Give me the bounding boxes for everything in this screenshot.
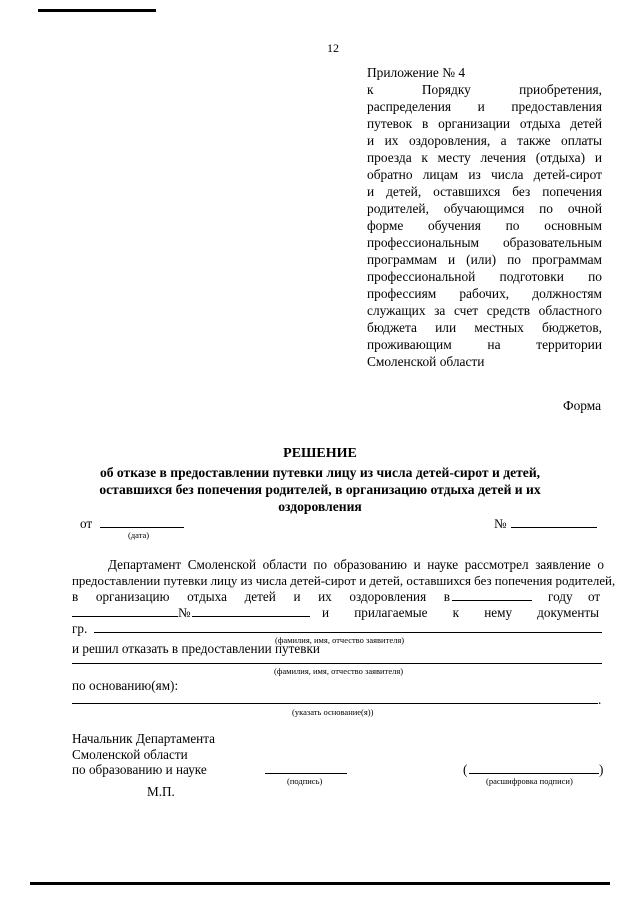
appendix-line: Приложение № 4 [367,65,466,80]
seal-label: М.П. [147,784,175,799]
body-line-3-word: в [443,589,450,604]
applicant-caption: (фамилия, имя, отчество заявителя) [275,635,405,645]
body-line-3-word: в [72,589,79,604]
basis-trailing-dot: . [598,692,602,707]
attached-docs-words [322,605,599,621]
attached-docs-word: и [322,605,330,620]
applicant-caption-2: (фамилия, имя, отчество заявителя) [274,666,404,676]
scan-top-bar [38,9,156,12]
refuse-text: и решил отказать в предоставлении путевки [72,641,320,656]
decode-caption: (расшифровка подписи) [486,776,573,786]
basis-field[interactable] [72,703,598,704]
body-line-3-word: детей [244,589,276,604]
number-label: № [494,516,507,531]
decision-subtitle-line-1: об отказе в предоставлении путевки лицу из числа детей-сирот и детей, [99,465,541,480]
appendix-line: и детей, оставшихся без попечения [367,184,602,199]
appendix-line: распределения и предоставления [367,99,602,114]
appendix-line: форме обучения по основным [367,218,602,233]
appendix-line: профессиональной подготовки по [367,269,602,284]
appendix-line: программам и (или) по программам [367,252,602,267]
attached-docs-word: прилагаемые [354,605,428,620]
signature-field[interactable] [265,773,347,774]
date-field[interactable] [100,527,184,528]
appendix-line: родителей, обучающимся по очной [367,201,602,216]
appendix-line: профессиям рабочих, должностям [367,286,602,301]
appendix-line: обратно лицам из числа детей-сирот [367,167,602,182]
decision-subtitle-line-3: оздоровления [278,499,362,514]
appendix-line: Смоленской области [367,354,485,369]
basis-caption: (указать основание(я)) [292,707,374,717]
decode-close-paren: ) [599,762,604,777]
decision-subtitle-line-2: оставшихся без попечения родителей, в организацию отдыха детей и их [99,482,541,497]
page-number: 12 [327,41,339,55]
applicant-name-field[interactable] [94,632,602,633]
from-word: от [588,589,601,604]
basis-label: по основанию(ям): [72,678,179,693]
date-caption: (дата) [128,530,150,540]
position-line-2: Смоленской области [72,747,188,762]
decision-title: РЕШЕНИЕ [283,446,357,461]
attached-docs-word: к [452,605,460,620]
body-line-3-word: и [293,589,301,604]
body-line-2: предоставлении путевки лицу из числа детей-сирот и детей, оставшихся без попечения родителей, [72,574,616,588]
appendix-line: служащих за счет средств областного [367,303,602,318]
appendix-line: к Порядку приобретения, [367,82,602,97]
year-field[interactable] [452,600,532,601]
decode-open-paren: ( [463,762,468,777]
number-field[interactable] [511,527,597,528]
appendix-line: путевок в организации отдыха детей [367,116,602,131]
attached-docs-word: нему [484,605,513,620]
body-line-1: Департамент Смоленской области по образованию и науке рассмотрел заявление о [108,557,604,572]
form-label: Форма [563,398,602,413]
body-line-3-word: организацию [95,589,170,604]
appendix-line: проживающим на территории [367,337,602,352]
applicant-name-field-2[interactable] [72,663,602,664]
signature-caption: (подпись) [287,776,323,786]
attached-docs-word: документы [537,605,599,620]
body-line-3-word: оздоровления [349,589,427,604]
body-line-3-words [72,589,450,605]
from-label: от [80,516,93,531]
scan-bottom-bar [30,882,610,885]
body-line-3-word: отдыха [187,589,227,604]
citizen-label: гр. [72,621,88,636]
position-line-3: по образованию и науке [72,762,207,777]
year-word: году [548,589,573,604]
appendix-line: и их оздоровления, а также оплаты [367,133,602,148]
signature-decode-field[interactable] [469,773,599,774]
appendix-line: проезда к месту лечения (отдыха) и [367,150,602,165]
application-number-sign: № [178,605,191,620]
application-number-field[interactable] [192,616,310,617]
position-line-1: Начальник Департамента [72,731,216,746]
appendix-line: бюджета или местных бюджетов, [367,320,602,335]
appendix-block [367,64,602,370]
application-date-field[interactable] [72,616,178,617]
body-line-3-word: их [318,589,332,604]
appendix-line: профессиональным образовательным [367,235,602,250]
